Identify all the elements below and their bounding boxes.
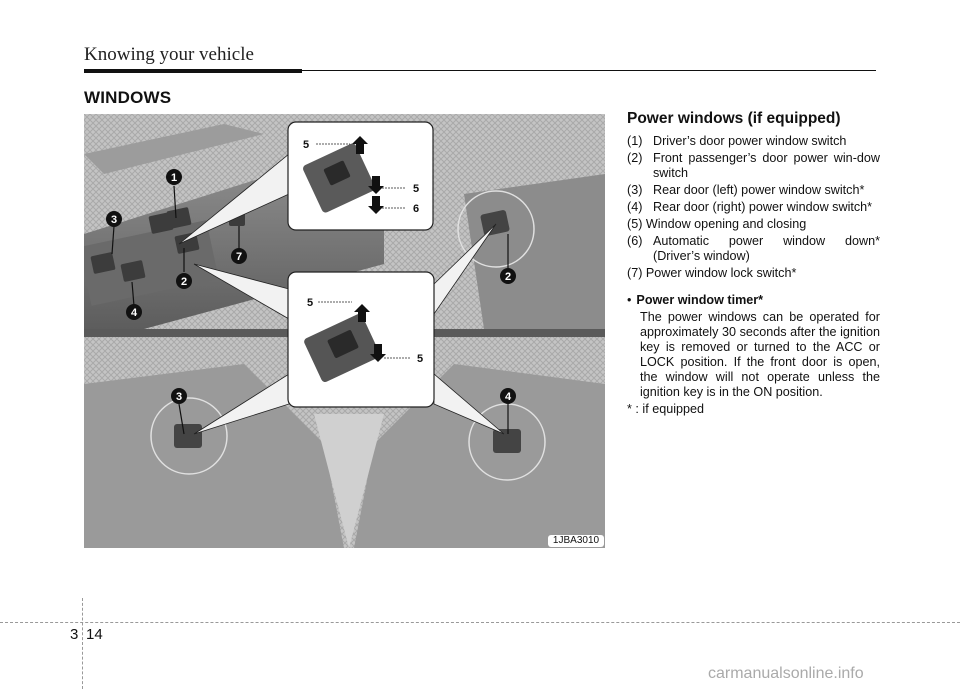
callout-3-rear: 3 bbox=[175, 391, 183, 403]
power-window-timer bbox=[627, 293, 880, 400]
callout-2-driver: 2 bbox=[180, 276, 188, 288]
callout-5-inset-top-down: 5 bbox=[412, 183, 420, 195]
legend-item-1 bbox=[627, 134, 880, 149]
figure-code: 1JBA3010 bbox=[548, 535, 604, 547]
timer-body: The power windows can be operated for approximately 30 seconds after the ignition key is removed or turned to the ACC or LOCK position. If the front door is open, the window will not operate unless the ignition key is in the ON position. bbox=[640, 310, 880, 399]
page-footer-divider bbox=[82, 598, 83, 689]
power-windows-section bbox=[627, 110, 880, 417]
legend-text: Front passenger’s door power win-dow switch bbox=[653, 151, 880, 180]
legend-number: (1) bbox=[627, 134, 643, 148]
callout-4-rear: 4 bbox=[504, 391, 512, 403]
page-number: 14 bbox=[86, 626, 103, 643]
header-rule-thin bbox=[302, 70, 876, 71]
legend-item-2 bbox=[627, 151, 880, 181]
callout-4-driver: 4 bbox=[130, 307, 138, 319]
inset-driver-switch bbox=[288, 122, 433, 230]
legend-item-4 bbox=[627, 200, 880, 215]
rear-right-switch bbox=[493, 429, 521, 453]
callout-5-inset-bottom-up: 5 bbox=[306, 297, 314, 309]
callout-5-inset-top-up: 5 bbox=[302, 139, 310, 151]
header-title: Knowing your vehicle bbox=[84, 44, 254, 65]
legend-text: Rear door (right) power window switch* bbox=[653, 200, 873, 214]
legend-item-6 bbox=[627, 234, 880, 264]
callout-6-inset-top: 6 bbox=[412, 203, 420, 215]
callout-3-driver: 3 bbox=[110, 214, 118, 226]
footnote: * : if equipped bbox=[627, 402, 705, 416]
inset-rear-switch bbox=[288, 272, 434, 407]
callout-7: 7 bbox=[235, 251, 243, 263]
chapter-number: 3 bbox=[70, 626, 79, 643]
passenger-armrest bbox=[464, 174, 605, 329]
legend-number: (6) bbox=[627, 234, 643, 248]
legend-text: Driver’s door power window switch bbox=[653, 134, 847, 148]
callout-2-passenger: 2 bbox=[504, 271, 512, 283]
power-windows-heading: Power windows (if equipped) bbox=[627, 110, 841, 127]
page-footer-rule bbox=[0, 622, 960, 623]
legend-text: Automatic power window down* (Driver’s window) bbox=[653, 234, 880, 263]
watermark: carmanualsonline.info bbox=[708, 665, 864, 682]
timer-title: • Power window timer* bbox=[627, 293, 880, 308]
legend-item-5: (5) Window opening and closing bbox=[627, 217, 807, 231]
section-title: WINDOWS bbox=[84, 88, 172, 107]
legend-number: (4) bbox=[627, 200, 643, 214]
header-rule-thick bbox=[84, 69, 302, 73]
legend-item-7: (7) Power window lock switch* bbox=[627, 266, 797, 280]
callout-1: 1 bbox=[170, 172, 178, 184]
window-switch-illustration bbox=[84, 114, 605, 548]
legend-number: (2) bbox=[627, 151, 643, 165]
legend-number: (3) bbox=[627, 183, 643, 197]
rear-left-switch bbox=[174, 424, 202, 448]
legend-item-3 bbox=[627, 183, 880, 198]
legend-text: Rear door (left) power window switch* bbox=[653, 183, 865, 197]
callout-5-inset-bottom-down: 5 bbox=[416, 353, 424, 365]
